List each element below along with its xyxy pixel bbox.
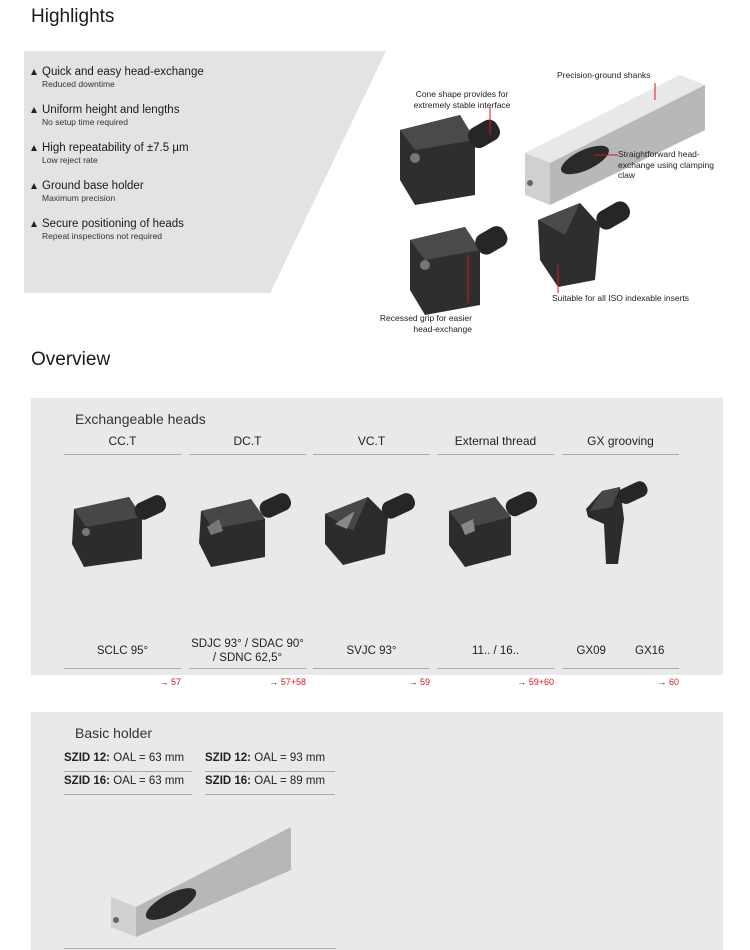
page-number: 59+60: [528, 677, 554, 687]
head-column: [562, 434, 679, 687]
callout-clamp: [618, 149, 714, 181]
highlight-item: [31, 142, 331, 166]
exchangeable-heads-panel: [31, 398, 723, 687]
head-column: [189, 434, 306, 687]
spec-label: SZID 16:: [205, 775, 252, 787]
arrow-icon: →: [657, 677, 667, 687]
highlight-main: Secure positioning of heads: [42, 218, 184, 230]
cct-head-image: [64, 469, 181, 569]
triangle-bullet-icon: [31, 69, 37, 75]
column-head: CC.T: [64, 434, 181, 455]
highlight-item: [31, 104, 331, 128]
arrow-icon: →: [159, 677, 169, 687]
arrow-icon: →: [517, 677, 527, 687]
callout-line: Cone shape provides for: [415, 89, 509, 99]
column-desc: SDJC 93° / SDAC 90° / SDNC 62,5°: [189, 633, 306, 669]
arrow-icon: →: [408, 677, 418, 687]
holder-spec: [64, 775, 192, 795]
column-desc: [562, 633, 679, 669]
page-ref[interactable]: [159, 677, 181, 687]
page-number: 59: [419, 677, 430, 687]
column-head: External thread: [437, 434, 554, 455]
callout-line: head-exchange: [413, 323, 472, 334]
triangle-bullet-icon: [31, 107, 37, 113]
highlight-item: [31, 66, 331, 90]
spec-label: SZID 12:: [64, 752, 111, 764]
holder-spec: [64, 752, 192, 772]
head-column: [313, 434, 430, 687]
spec-value: OAL = 63 mm: [113, 775, 185, 787]
triangle-bullet-icon: [31, 145, 37, 151]
external-thread-head-image: [437, 469, 554, 569]
column-desc: SCLC 95°: [64, 633, 181, 669]
column-desc: SVJC 93°: [313, 633, 430, 669]
callout-line: Straightforward head-: [618, 149, 700, 159]
overview-title: Overview: [31, 349, 111, 370]
gx-grooving-head-image: [562, 469, 679, 569]
holder-spec: [205, 752, 335, 772]
grip-head-tool-image: [410, 223, 511, 315]
arrow-icon: →: [269, 677, 279, 687]
highlight-sub: Low reject rate: [42, 155, 98, 165]
holder-spec: [205, 775, 335, 795]
highlight-item: [31, 180, 331, 204]
basic-holder-panel: [31, 712, 723, 950]
page-ref[interactable]: [408, 677, 430, 687]
spec-value: OAL = 63 mm: [113, 752, 185, 764]
highlight-sub: Repeat inspections not required: [42, 231, 163, 241]
highlight-main: Quick and easy head-exchange: [42, 66, 204, 78]
iso-insert-tool-image: [538, 198, 633, 287]
divider: [64, 948, 336, 949]
dct-head-image: [189, 469, 306, 569]
triangle-bullet-icon: [31, 183, 37, 189]
panel-title: Exchangeable heads: [75, 411, 206, 427]
highlight-main: Uniform height and lengths: [42, 104, 180, 116]
triangle-bullet-icon: [31, 221, 37, 227]
highlight-sub: Maximum precision: [42, 193, 116, 203]
callout-line: claw: [618, 170, 636, 180]
highlight-main: Ground base holder: [42, 180, 144, 192]
page-ref[interactable]: [517, 677, 554, 687]
highlight-item: [31, 218, 331, 242]
callout-grip: [372, 313, 472, 334]
head-column: [437, 434, 554, 687]
column-head: GX grooving: [562, 434, 679, 455]
column-desc: 11.. / 16..: [437, 633, 554, 669]
grooving-size: GX16: [635, 644, 665, 657]
callout-line: Recessed grip for easier: [379, 313, 472, 323]
basic-holder-image: [525, 75, 705, 205]
grooving-size: GX09: [576, 644, 606, 657]
spec-value: OAL = 93 mm: [254, 752, 326, 764]
cone-head-tool-image: [400, 115, 503, 205]
highlight-sub: Reduced downtime: [42, 79, 115, 89]
page-ref[interactable]: [657, 677, 679, 687]
spec-label: SZID 16:: [64, 775, 111, 787]
page-number: 60: [668, 677, 679, 687]
highlights-list: [31, 66, 331, 256]
head-column: [64, 434, 181, 687]
column-head: VC.T: [313, 434, 430, 455]
page-number: 57+58: [280, 677, 306, 687]
callout-line: exchange using clamping: [618, 159, 714, 170]
callout-iso: Suitable for all ISO indexable inserts: [552, 293, 690, 303]
page-ref[interactable]: [269, 677, 306, 687]
highlight-sub: No setup time required: [42, 117, 128, 127]
vct-head-image: [313, 469, 430, 569]
callout-line: extremely stable interface: [413, 99, 511, 110]
callout-cone: [397, 89, 527, 110]
basic-holder-image: [101, 812, 301, 942]
highlight-main: High repeatability of ±7.5 µm: [42, 142, 189, 154]
column-head: DC.T: [189, 434, 306, 455]
page-number: 57: [170, 677, 181, 687]
spec-value: OAL = 89 mm: [254, 775, 326, 787]
callout-shanks: Precision-ground shanks: [557, 70, 651, 80]
spec-label: SZID 12:: [205, 752, 252, 764]
highlights-title: Highlights: [31, 6, 115, 27]
panel-title: Basic holder: [75, 725, 153, 741]
